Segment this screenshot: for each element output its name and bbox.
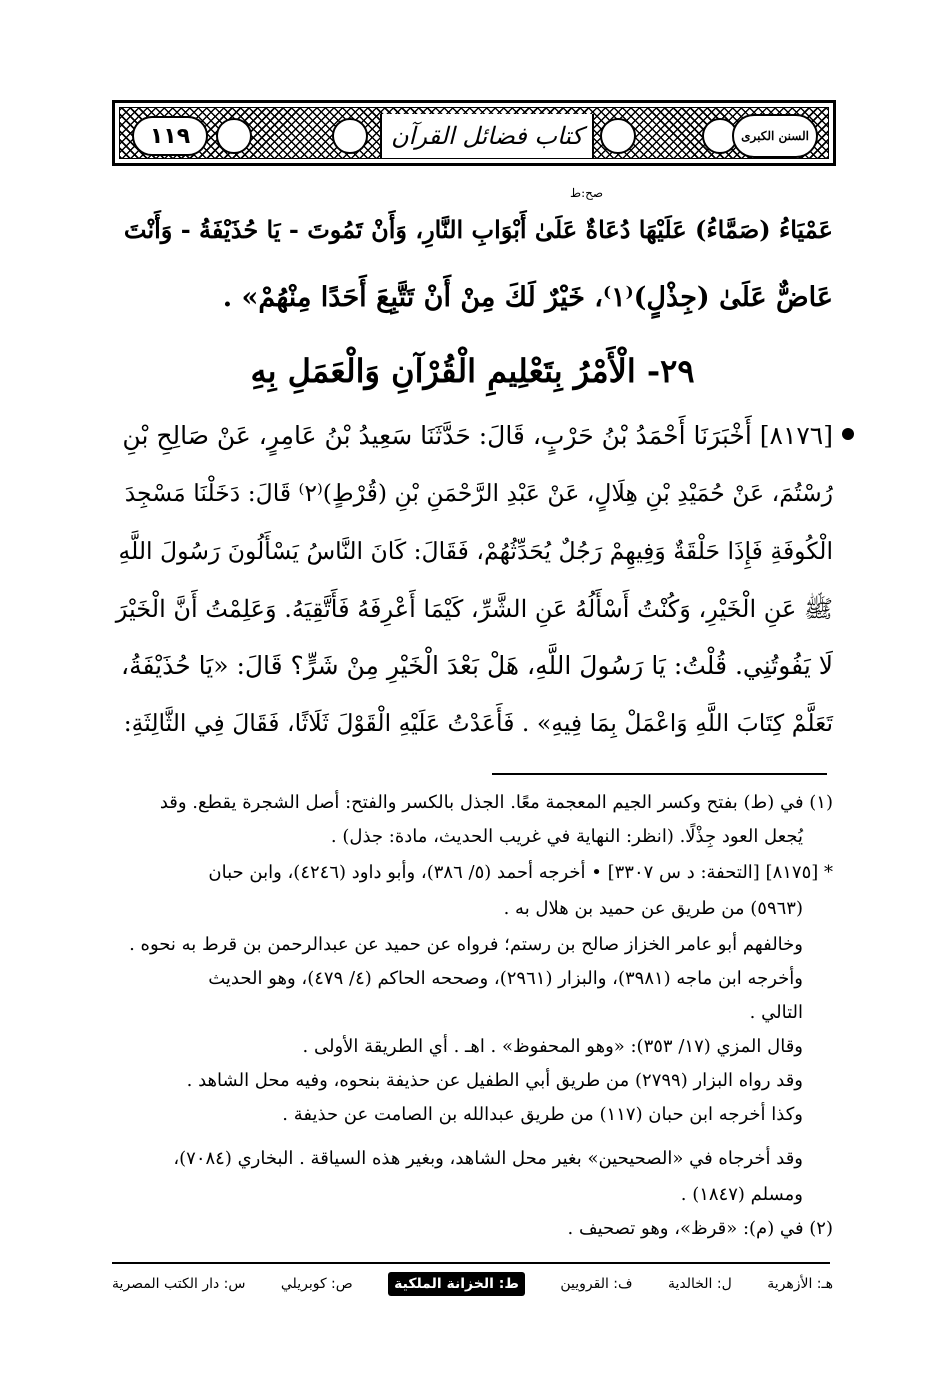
hadith-line: [٨١٧٦] أَخْبَرَنَا أَحْمَدُ بْنُ حَرْبٍ، قَالَ: حَدَّثَنَا سَعِيدُ بْنُ عَامِرٍ، عَنْ صَالِحِ بْنِ: [122, 421, 833, 450]
hadith-line: ﷺ عَنِ الْخَيْرِ، وَكُنْتُ أَسْأَلُهُ عَنِ الشَّرِّ، كَيْمَا أَعْرِفَهُ فَأَتَّقِيَهُ. وَعَلِمْتُ أَنَّ الْخَيْرَ: [115, 595, 833, 623]
legend-item: س: دار الكتب المصرية: [112, 1276, 246, 1292]
hadith-line: رُسْتُمَ، عَنْ حُمَيْدِ بْنِ هِلَالٍ، عَنْ عَبْدِ الرَّحْمَنِ بْنِ (قُرْطٍ)⁽٢⁾ قَالَ: دَخَلْنَا مَسْجِدَ: [124, 479, 833, 507]
footnote-line: وقد أخرجاه في «الصحيحين» بغير محل الشاهد، وبغير هذه السياقة . البخاري (٧٠٨٤)،: [173, 1148, 803, 1169]
legend-divider: [112, 1262, 830, 1264]
footnote-divider: [492, 773, 827, 775]
footnote-line: وقال المزي (١٧/ ٣٥٣): «وهو المحفوظ» . اهـ . أي الطريقة الأولى .: [302, 1036, 803, 1057]
footnote-line: وقد رواه البزار (٢٧٩٩) من طريق أبي الطفيل عن حذيفة بنحوه، وفيه محل الشاهد .: [186, 1070, 803, 1091]
manuscript-legend: [112, 1268, 833, 1300]
ornament-icon: [216, 118, 252, 154]
legend-item: هـ: الأزهرية: [767, 1276, 833, 1292]
hadith-line: تَعَلَّمْ كِتَابَ اللَّهِ وَاعْمَلْ بِمَا فِيهِ» . فَأَعَدْتُ عَلَيْهِ الْقَوْلَ ثَلَاثًا، فَقَالَ فِي الثَّالِثَةِ:: [123, 709, 833, 737]
book-title: كتاب فضائل القرآن: [380, 114, 594, 158]
legend-item: ف: القرويين: [560, 1276, 633, 1292]
footnote-line: وخالفهم أبو عامر الخزاز صالح بن رستم؛ فرواه عن حميد عن عبدالرحمن بن قرط به نحوه .: [129, 934, 803, 955]
ornament-icon: [600, 118, 636, 154]
legend-item: ل: الخالدية: [667, 1276, 732, 1292]
text-line: عَاضٌّ عَلَىٰ (جِذْلٍ)⁽١⁾، خَيْرٌ لَكَ مِنْ أَنْ تَتَّبِعَ أَحَدًا مِنْهُمْ» .: [222, 282, 833, 313]
chapter-title: ٢٩- الْأَمْرُ بِتَعْلِيمِ الْقُرْآنِ وَالْعَمَلِ بِهِ: [250, 352, 695, 390]
ornament-icon: [332, 118, 368, 154]
hadith-line: لَا يَفُوتُنِي. قُلْتُ: يَا رَسُولَ اللَّهِ، هَلْ بَعْدَ الْخَيْرِ مِنْ شَرٍّ؟ قَالَ: «يَا حُذَيْفَةُ،: [121, 651, 833, 680]
page-number: ١١٩: [132, 116, 208, 156]
footnote-line: (١) في (ط) بفتح وكسر الجيم المعجمة معًا. الجذل بالكسر والفتح: أصل الشجرة يقطع. وقد: [159, 792, 833, 813]
page-header: [112, 100, 836, 166]
footnote-line: التالي .: [749, 1002, 803, 1023]
bullet-icon: [842, 428, 854, 440]
footnote-line: ومسلم (١٨٤٧) .: [680, 1184, 803, 1205]
legend-item: ص: كوبريلي: [280, 1276, 353, 1292]
footnote-line: وكذا أخرجه ابن حبان (١١٧) من طريق عبدالله بن الصامت عن حذيفة .: [282, 1104, 803, 1125]
footnote-line: وأخرجه ابن ماجه (٣٩٨١)، والبزار (٢٩٦١)، وصححه الحاكم (٤/ ٤٧٩)، وهو الحديث: [208, 968, 803, 989]
footnote-line: (٢) في (م): «قرظ»، وهو تصحيف .: [567, 1218, 833, 1239]
book-seal: السنن الكبرى: [732, 114, 818, 158]
hadith-line: الْكُوفَةِ فَإِذَا حَلْقَةٌ وَفِيهِمْ رَجُلٌ يُحَدِّثُهُمْ، فَقَالَ: كَانَ النَّاسُ يَسْأَلُونَ رَسُولَ اللَّهِ: [118, 537, 833, 565]
legend-item-highlighted: ط: الخزانة الملكية: [388, 1272, 525, 1296]
header-ornament-band: [119, 107, 829, 159]
correction-mark: صح:ط: [570, 186, 604, 200]
footnote-line: * [٨١٧٥] [التحفة: د س ٣٣٠٧] • أخرجه أحمد (٥/ ٣٨٦)، وأبو داود (٤٢٤٦)، وابن حبان: [208, 862, 833, 883]
footnote-line: يُجعل العود جِذْلًا. (انظر: النهاية في غريب الحديث، مادة: جذل) .: [330, 826, 803, 847]
footnote-line: (٥٩٦٣) من طريق عن حميد بن هلال به .: [503, 898, 803, 919]
text-line: عَمْيَاءُ (صَمَّاءُ) عَلَيْهَا دُعَاةٌ عَلَىٰ أَبْوَابِ النَّارِ، وَأَنْ تَمُوتَ - يَا حُذَيْفَةُ - وَأَنْتَ: [123, 215, 833, 244]
